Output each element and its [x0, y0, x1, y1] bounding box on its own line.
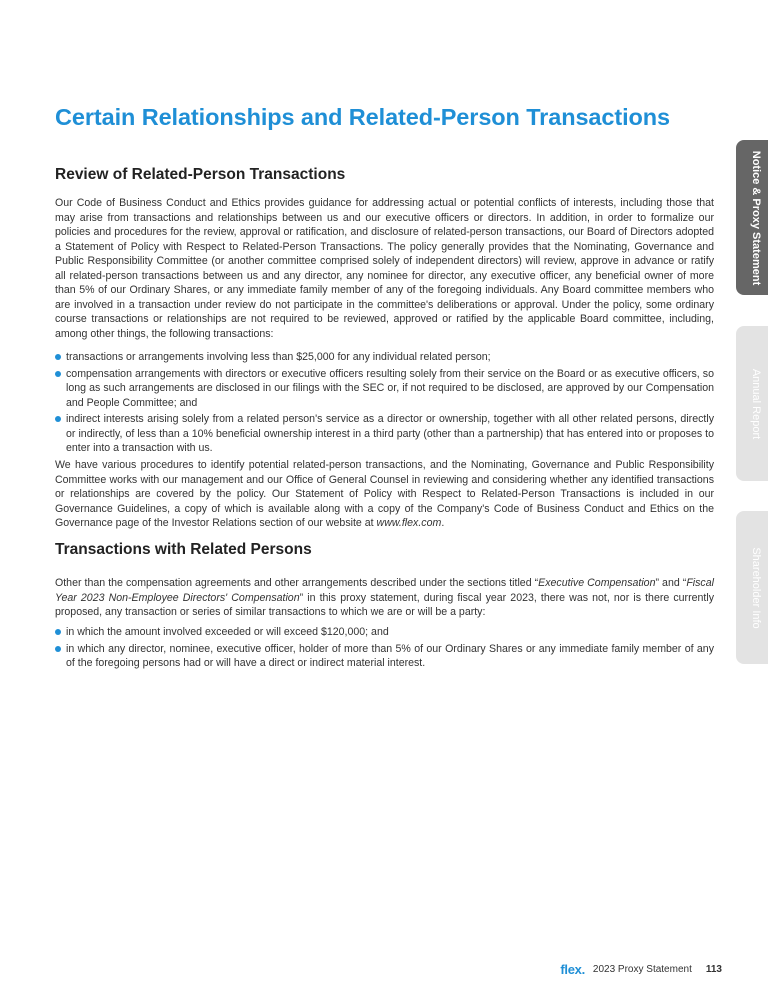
flex-logo: flex. — [560, 962, 585, 977]
list-item: in which any director, nominee, executive officer, holder of more than 5% of our Ordinary Shares or any immediate family member of any of the foregoing persons had or will have a direct or indirect material interest. — [55, 642, 714, 671]
list-item: transactions or arrangements involving less than $25,000 for any individual related person; — [55, 350, 714, 365]
list-item: compensation arrangements with directors or executive officers resulting solely from their service on the Board or as executive officers, so long as such arrangements are disclosed in our filings with the SEC or, if not required to be disclosed, are approved by our Compensation and People Committee; and — [55, 367, 714, 411]
section-heading-review: Review of Related-Person Transactions — [55, 166, 346, 183]
list-item: indirect interests arising solely from a related person's service as a director or ownership, together with all other related persons, directly or indirectly, of less than a 10% beneficial ownership interest in a third party (other than a partnership) that has entered into or proposes to enter into a transaction with us. — [55, 412, 714, 456]
transactions-intro-paragraph: Other than the compensation agreements and other arrangements described under the sections titled “Executive Compensation” and “Fiscal Year 2023 Non-Employee Directors' Compensation” in this proxy statement, during fiscal year 2023, there was not, nor is there currently proposed, any transaction or series of similar transactions to which we are or will be a party: — [55, 577, 714, 618]
page-number: 113 — [705, 964, 722, 975]
tab-annual-report[interactable]: Annual Report — [736, 326, 768, 481]
bullet-dot-icon — [55, 371, 61, 377]
footer-document-title: 2023 Proxy Statement — [592, 964, 692, 975]
directors-compensation-ref: Fiscal Year 2023 Non-Employee Directors' Compensation — [55, 577, 714, 604]
review-intro-paragraph: Our Code of Business Conduct and Ethics provides guidance for addressing actual or potential conflicts of interests, including those that may arise from transactions and relationships between us and our executive officers or directors. In addition, in order to formalize our policies and procedures for the review, approval or ratification, and disclosure of related-person transactions, our Board of Directors adopted a Statement of Policy with Respect to Related-Person Transactions. The policy generally provides that the Nominating, Governance and Public Responsibility Committee (or another committee comprised solely of independent directors) will review, approve in advance or ratify all related-person transactions between us and any director, any nominee for director, any executive officer, any beneficial owner of more than 5% of our Ordinary Shares, or any immediate family member of any of the foregoing individuals. Any Board committee members who are involved in a transaction under review do not participate in the committee's deliberations or approval. Under the policy, some ordinary course transactions or relationships are not required to be reviewed, approved or ratified by the applicable Board committee, including, among other things, the following transactions: — [55, 197, 714, 340]
review-bullet-list — [55, 350, 714, 458]
website-link[interactable]: www.flex.com — [376, 517, 442, 529]
page-title: Certain Relationships and Related-Person Transactions — [55, 104, 670, 130]
tab-notice-proxy-statement[interactable]: Notice & Proxy Statement — [736, 140, 768, 295]
tab-shareholder-info[interactable]: Shareholder Info — [736, 511, 768, 664]
section-heading-transactions: Transactions with Related Persons — [55, 541, 312, 558]
review-closing-paragraph: We have various procedures to identify potential related-person transactions, and the Nominating, Governance and Public Responsibility Committee works with our management and our Office of General Counsel in reviewing and considering whether any identified transactions or relationships are covered by the policy. Our Statement of Policy with Respect to Related-Person Transactions is included in our Governance Guidelines, a copy of which is available along with a copy of the Company's Code of Business Conduct and Ethics on the Governance page of the Investor Relations section of our website at www.flex.com. — [55, 459, 714, 529]
bullet-dot-icon — [55, 354, 61, 360]
executive-compensation-ref: Executive Compensation — [538, 577, 656, 589]
bullet-dot-icon — [55, 416, 61, 422]
transactions-bullet-list — [55, 625, 714, 673]
bullet-dot-icon — [55, 629, 61, 635]
page-footer — [560, 962, 722, 977]
bullet-dot-icon — [55, 646, 61, 652]
list-item: in which the amount involved exceeded or will exceed $120,000; and — [55, 625, 714, 640]
